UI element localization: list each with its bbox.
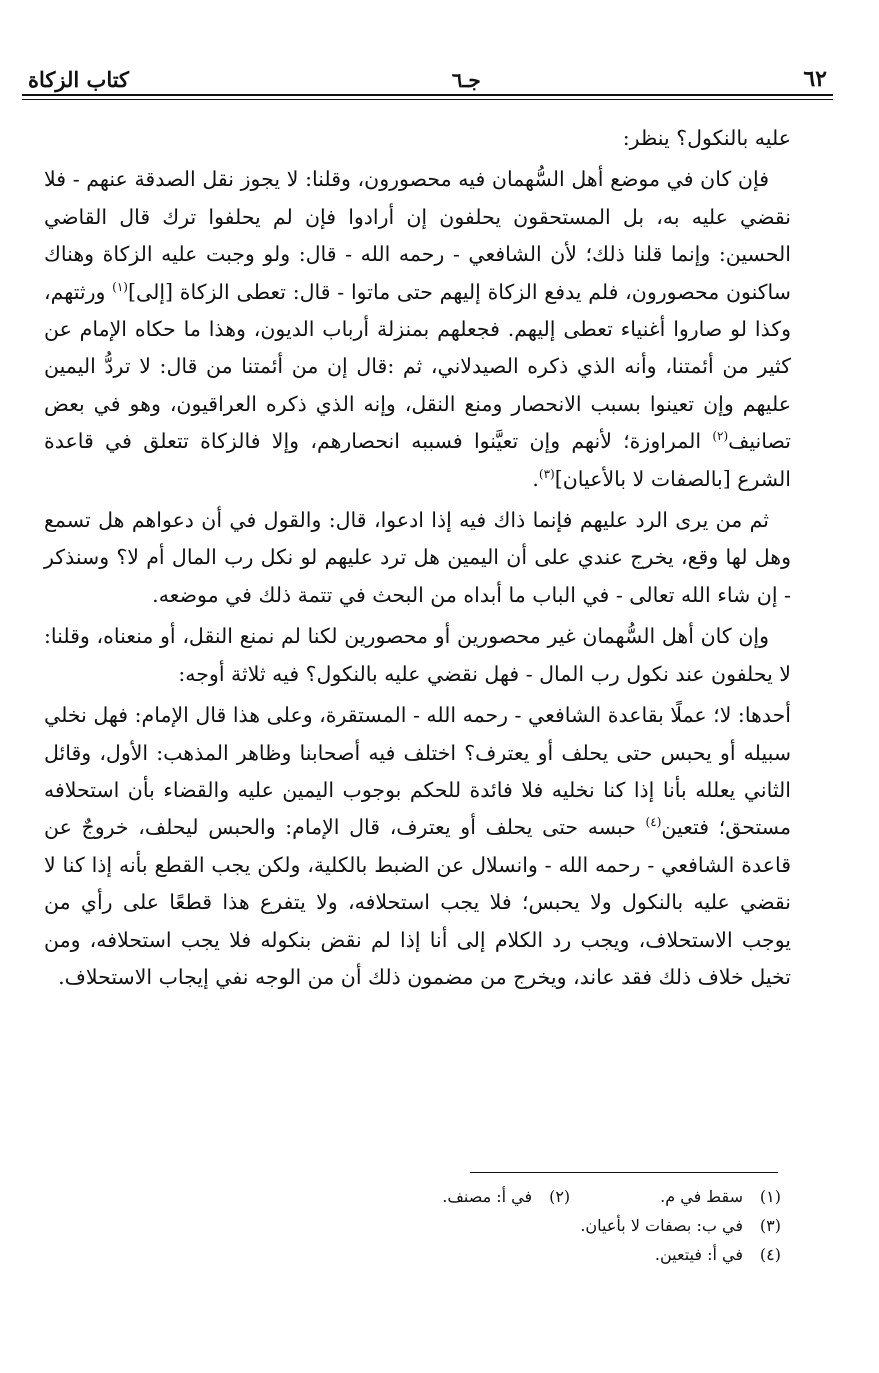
footnote-marker-3: (٣)	[538, 466, 555, 481]
paragraph-2-part-3: المراوزة؛ لأنهم وإن تعيَّنوا فسببه انحصارهم، وإلا فالزكاة تتعلق في قاعدة الشرع [بالصفات لا بالأعيان]	[44, 429, 791, 491]
footnotes	[261, 1182, 781, 1269]
paragraph-2-part-2: ورثتهم، وكذا لو صاروا أغنياء تعطى إليهم. فجعلهم بمنزلة أرباب الديون، وهذا ما حكاه الإمام عن كثير من أئمتنا، وأنه الذي ذكره الصيدلاني، ثم :قال إن من أئمتنا من قال: لا تردُّ اليمين عليهم وإن تعينوا بسبب الانحصار ومنع النقل، وإنه الذي ذكره العراقيون، وهو في بعض تصانيف	[44, 279, 791, 454]
footnote-separator	[470, 1172, 778, 1173]
header-rule-thick	[22, 94, 833, 96]
book-title: كتاب الزكاة	[28, 67, 130, 92]
footnote-row	[261, 1211, 781, 1240]
paragraph-2	[44, 161, 791, 498]
paragraph-2-end: .	[532, 466, 539, 491]
main-text	[44, 120, 791, 1000]
footnote-row	[261, 1240, 781, 1269]
header-rule-thin	[22, 99, 833, 100]
paragraph-5-part-2: حبسه حتى يحلف أو يعترف، قال الإمام: والحبس ليحلف، خروجٌ عن قاعدة الشافعي - رحمه الله - وانسلال عن الضبط بالكلية، ولكن يجب القطع بأنه إذا كنا لا نقضي عليه بالنكول ولا يحبس؛ فلا يجب استحلافه، ولا يتفرع هذا قطعًا على رأي من يوجب الاستحلاف، ويجب رد الكلام إلى أنا إذا لم نقض بنكوله فلا يجب استحلافه، ومن تخيل خلاف ذلك فقد عاند، ويخرج من مضمون ذلك أن من الوجه نفي إيجاب الاستحلاف.	[44, 815, 791, 989]
footnote-1: (١)سقط في م.	[660, 1187, 781, 1206]
page-number: ٦٢	[803, 66, 827, 92]
paragraph-5	[44, 697, 791, 996]
footnote-marker-4: (٤)	[645, 815, 662, 830]
footnote-row	[261, 1182, 781, 1211]
footnote-3: (٣)في ب: بصفات لا بأعيان.	[580, 1216, 781, 1235]
paragraph-3: ثم من يرى الرد عليهم فإنما ذاك فيه إذا ادعوا، قال: والقول في أن دعواهم هل تسمع وهل لها وقع، يخرج عندي على أن اليمين هل ترد عليهم لو نكل رب المال أم لا؟ وسنذكر - إن شاء الله تعالى - في الباب ما أبداه من البحث في تتمة ذلك في موضعه.	[44, 508, 791, 607]
paragraph-5-part-1: أحدها: لا؛ عملًا بقاعدة الشافعي - رحمه الله - المستقرة، وعلى هذا قال الإمام: فهل نخلي سبيله أو يحبس حتى يحلف أو يعترف؟ اختلف فيه أصحابنا وظاهر المذهب: الأول، وقائل الثاني يعلله بأنا إذا كنا نخليه فلا فائدة للحكم بوجوب اليمين عليه والقضاء بأن استحلافه مستحق؛ فتعين	[44, 703, 791, 840]
footnote-marker-1: (١)	[112, 279, 128, 294]
page-header	[28, 52, 827, 92]
footnote-marker-2: (٢)	[712, 429, 729, 444]
footnote-4: (٤)في أ: فيتعين.	[654, 1245, 781, 1264]
paragraph-1: عليه بالنكول؟ ينظر:	[622, 126, 791, 150]
footnote-2: (٢)في أ: مصنف.	[442, 1187, 571, 1206]
paragraph-4: وإن كان أهل السُّهمان غير محصورين أو محصورين لكنا لم نمنع النقل، أو منعناه، وقلنا: لا يحلفون عند نكول رب المال - فهل نقضي عليه بالنكول؟ فيه ثلاثة أوجه:	[44, 624, 791, 686]
volume-label: جـ٦	[451, 68, 481, 92]
paragraph-2-part-1: فإن كان في موضع أهل السُّهمان فيه محصورون، وقلنا: لا يجوز نقل الصدقة عنهم - فلا نقضي عليه به، بل المستحقون يحلفون إن أرادوا فإن لم يحلفوا ترك قال القاضي الحسين: وإنما قلنا ذلك؛ لأن الشافعي - رحمه الله - قال: ولو وجبت عليه الزكاة وهناك ساكنون محصورون، فلم يدفع الزكاة إليهم حتى ماتوا - قال: تعطى الزكاة [إلى]	[44, 167, 791, 304]
